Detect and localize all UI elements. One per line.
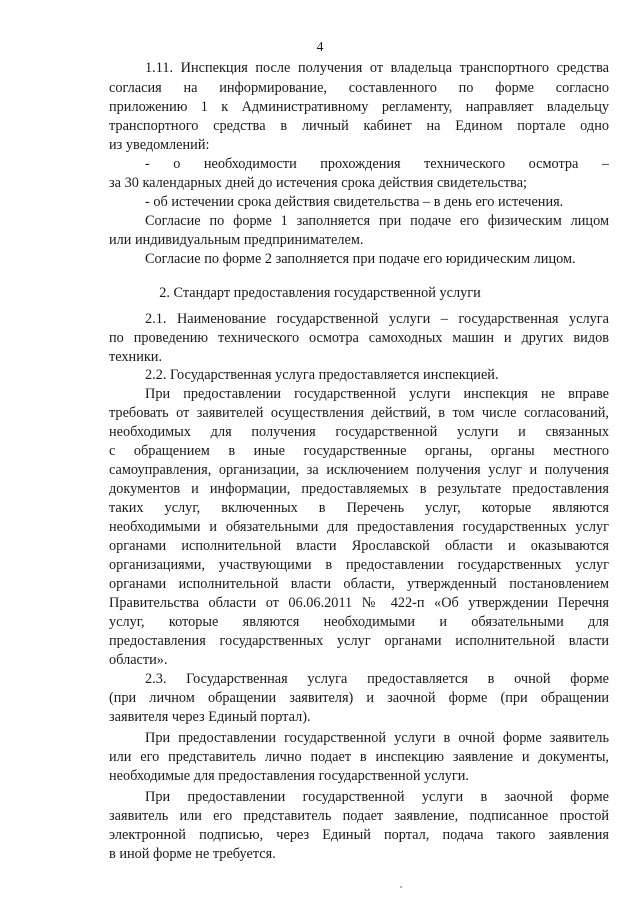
- text-line: 1.11. Инспекция после получения от владельца транспортного средства: [145, 60, 609, 76]
- text-line: - о необходимости прохождения технического осмотра –: [145, 156, 609, 172]
- text-line: или индивидуальным предпринимателем.: [109, 232, 364, 248]
- text-line: заявитель или его представитель подает заявление, подписанное простой: [109, 808, 609, 824]
- text-line: Правительства области от 06.06.2011 № 422-п «Об утверждении Перечня: [109, 595, 609, 611]
- text-line: При предоставлении государственной услуги в очной форме заявитель: [145, 730, 609, 746]
- text-line: техники.: [109, 349, 163, 365]
- text-line: документов и информации, предоставляемых в результате предоставления: [109, 481, 609, 497]
- text-line: предоставления государственных услуг органами исполнительной власти: [109, 633, 609, 649]
- text-line: согласия на информирование, составленного по форме согласно: [109, 80, 609, 96]
- text-line: 2.3. Государственная услуга предоставляется в очной форме: [145, 671, 609, 687]
- text-line: электронной подписью, через Единый портал, подача такого заявления: [109, 827, 609, 843]
- text-line: 2.1. Наименование государственной услуги – государственная услуга: [145, 311, 609, 327]
- text-line: организациями, участвующими в предоставлении государственных услуг: [109, 557, 609, 573]
- page-number: 4: [316, 40, 324, 55]
- text-line: из уведомлений:: [109, 137, 210, 153]
- text-line: Согласие по форме 1 заполняется при подаче его физическим лицом: [145, 213, 609, 229]
- text-line: 2.2. Государственная услуга предоставляется инспекцией.: [145, 367, 499, 383]
- text-line: органами исполнительной власти области, утвержденный постановлением: [109, 576, 609, 592]
- text-line: по проведению технического осмотра самоходных машин и других видов: [109, 330, 609, 346]
- scan-speck: [400, 886, 402, 888]
- text-line: необходимых для получения государственной услуги и связанных: [109, 424, 609, 440]
- text-line: услуг, которые являются необходимыми и обязательными для: [109, 614, 609, 630]
- text-line: органами исполнительной власти Ярославской области и оказываются: [109, 538, 609, 554]
- text-line: При предоставлении государственной услуги в заочной форме: [145, 789, 609, 805]
- text-line: области».: [109, 652, 168, 668]
- text-line: в иной форме не требуется.: [109, 846, 276, 862]
- text-line: необходимые для предоставления государственной услуги.: [109, 768, 469, 784]
- text-line: заявителя через Единый портал).: [109, 709, 311, 725]
- text-line: транспортного средства в личный кабинет на Едином портале одно: [109, 118, 609, 134]
- text-line: приложению 1 к Административному регламенту, направляет владельцу: [109, 99, 609, 115]
- text-line: с обращением в иные государственные органы, органы местного: [109, 443, 609, 459]
- text-line: за 30 календарных дней до истечения срока действия свидетельства;: [109, 175, 528, 191]
- section-heading: 2. Стандарт предоставления государственной услуги: [159, 285, 481, 301]
- text-line: (при личном обращении заявителя) и заочной форме (при обращении: [109, 690, 609, 706]
- text-line: При предоставлении государственной услуги инспекция не вправе: [145, 386, 609, 402]
- text-line: - об истечении срока действия свидетельства – в день его истечения.: [145, 194, 564, 210]
- text-line: самоуправления, организации, за исключением получения услуг и получения: [109, 462, 609, 478]
- text-line: таких услуг, включенных в Перечень услуг, которые являются: [109, 500, 609, 516]
- text-line: необходимыми и обязательными для предоставления государственных услуг: [109, 519, 609, 535]
- text-line: Согласие по форме 2 заполняется при подаче его юридическим лицом.: [145, 251, 576, 267]
- text-line: требовать от заявителей осуществления действий, в том числе согласований,: [109, 405, 609, 421]
- text-line: или его представитель лично подает в инспекцию заявление и документы,: [109, 749, 609, 765]
